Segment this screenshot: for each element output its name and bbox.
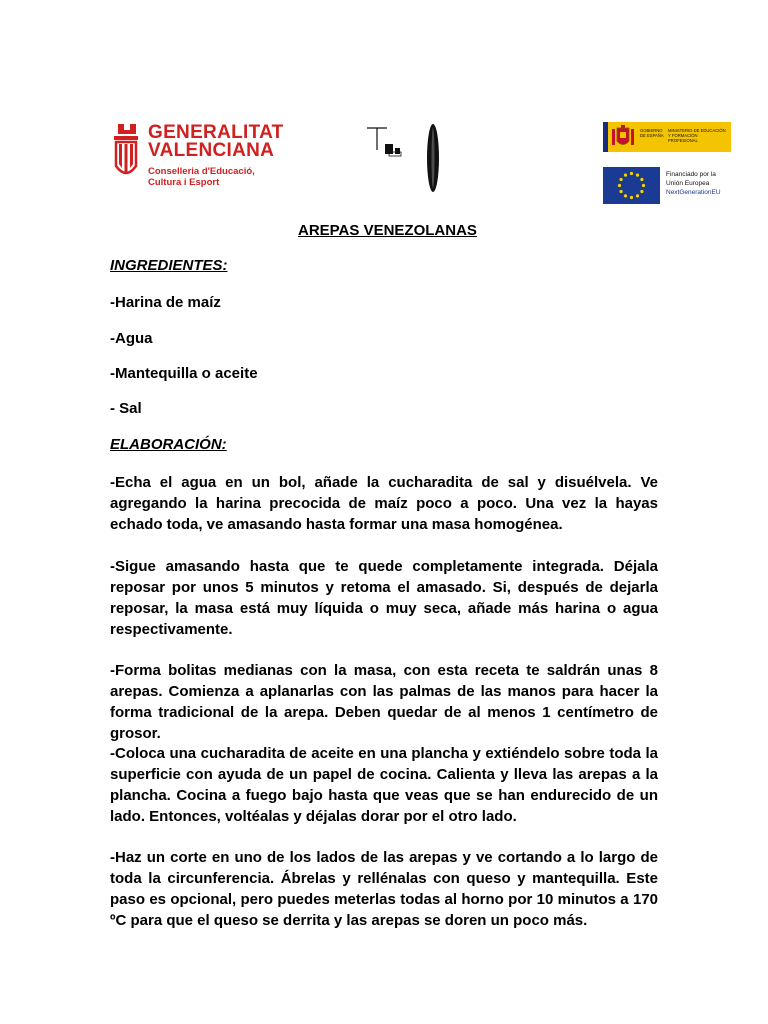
eu-funded-line2: Unión Europea [666, 180, 710, 187]
conselleria-line2: Cultura i Esport [148, 177, 220, 188]
generalitat-name-line1: GENERALITAT [148, 122, 284, 143]
elaboration-heading: ELABORACIÓN: [110, 436, 227, 453]
ingredients-heading: INGREDIENTES: [110, 257, 228, 274]
school-logo [365, 122, 455, 194]
eu-flag [603, 167, 660, 204]
step-paragraph: -Echa el agua en un bol, añade la cucharadita de sal y disuélvela. Ve agregando la harina precocida de maíz poco a poco. Una vez la hayas echado toda, ve amasando hasta formar una masa homogénea. [110, 474, 658, 533]
eu-next-generation-logo [603, 167, 731, 205]
spain-coat-of-arms-icon [612, 125, 634, 149]
ingredient-item: -Agua [110, 330, 153, 347]
step-paragraph: -Sigue amasando hasta que te quede completamente integrada. Déjala reposar por unos 5 minutos y retoma el amasado. Si, después de dejarla reposar, la masa está muy líquida o muy seca, añade más harina o agua respectivamente. [110, 558, 658, 638]
generalitat-emblem-icon [110, 122, 142, 182]
ministry-education-logo [603, 122, 731, 152]
ingredient-item: -Mantequilla o aceite [110, 365, 258, 382]
ingredient-item: -Harina de maíz [110, 294, 221, 311]
ingredient-item: - Sal [110, 400, 142, 417]
step-paragraph: -Haz un corte en uno de los lados de las arepas y ve cortando a lo largo de toda la circunferencia. Ábrelas y rellénalas con queso y mantequilla. Este paso es opcional, pero puedes meterlas todas al horno por 10 minutos a 170 ºC para que el queso se derrita y las arepas se doren un poco más. [110, 849, 658, 929]
step-paragraph: -Coloca una cucharadita de aceite en una plancha y extiéndelo sobre toda la superficie con ayuda de un papel de cocina. Calienta y lleva las arepas a la plancha. Cocina a fuego bajo hasta que veas que se han endurecido de un lado. Entonces, voltéalas y déjalas dorar por el otro lado. [110, 745, 658, 825]
ministry-label: MINISTERIO DE EDUCACIÓN Y FORMACIÓN PROFESIONAL [668, 128, 726, 143]
eu-next-generation-label: NextGenerationEU [666, 189, 721, 196]
government-label: GOBIERNO DE ESPAÑA [640, 128, 664, 138]
generalitat-name-line2: VALENCIANA [148, 140, 275, 161]
step-paragraph: -Forma bolitas medianas con la masa, con esta receta te saldrán unas 8 arepas. Comienza a aplanarlas con las palmas de las manos para hacer la forma tradicional de la arepa. Deben quedar de al menos 1 centímetro de grosor. [110, 662, 658, 742]
generalitat-valenciana-logo [110, 122, 284, 194]
header-logos [0, 0, 768, 210]
conselleria-line1: Conselleria d'Educació, [148, 166, 255, 177]
eu-funded-line1: Financiado por la [666, 171, 716, 178]
eu-stars-icon [603, 167, 660, 204]
recipe-title: AREPAS VENEZOLANAS [298, 222, 477, 239]
